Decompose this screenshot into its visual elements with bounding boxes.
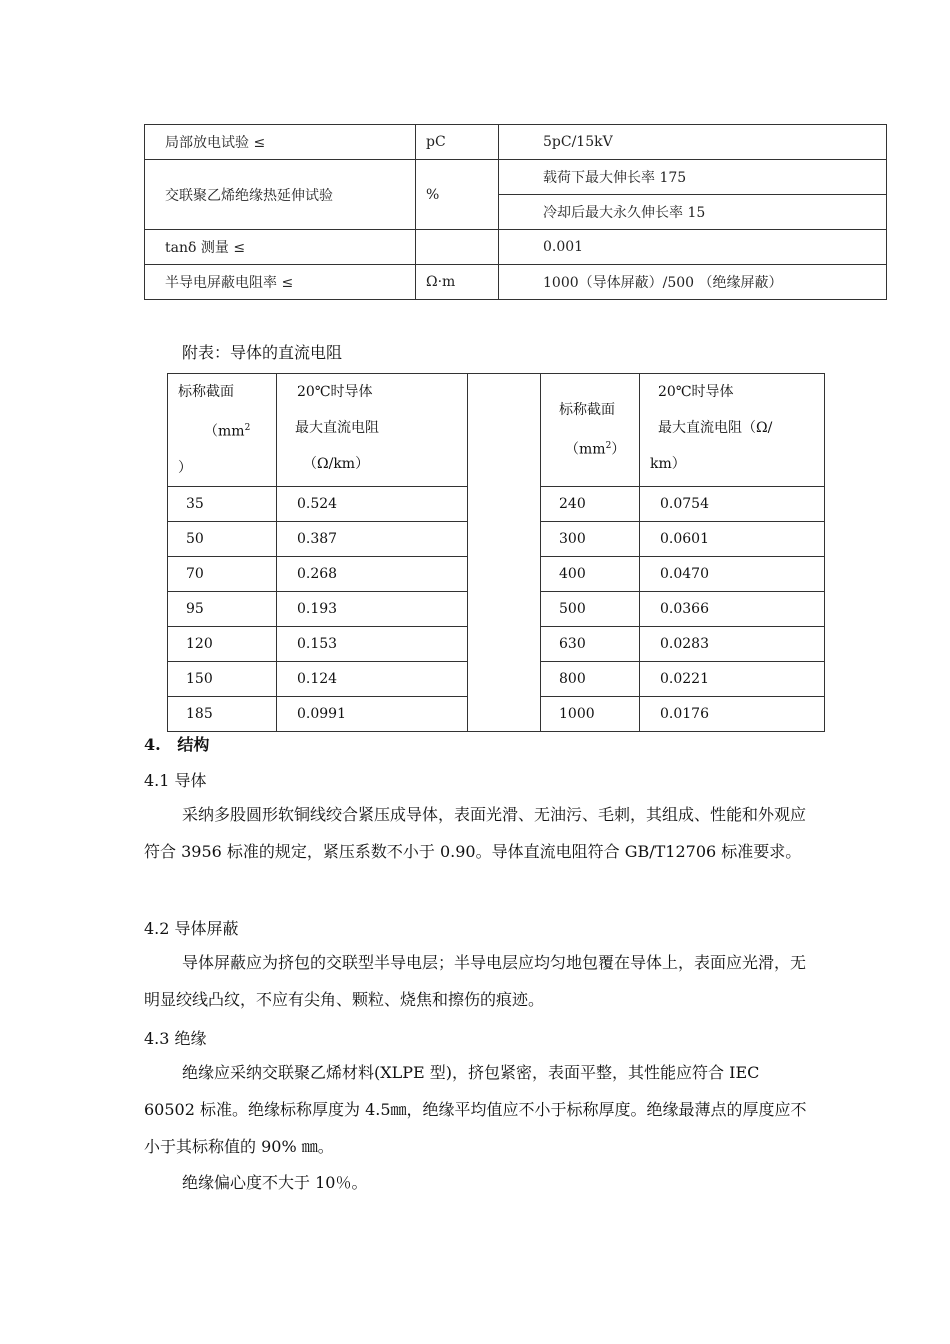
appendix-title: 附表：导体的直流电阻 [182,343,343,362]
subsection-heading: 4.2 导体屏蔽 [144,919,239,938]
superscript: 2 [605,441,612,451]
header-text: 最大直流电阻 [295,420,379,436]
table-cell: 0.0601 [640,521,825,556]
table-cell: 0.0221 [640,661,825,696]
header-unit [178,410,276,450]
table-cell: 0.193 [277,591,468,626]
table-cell: 70 [168,556,277,591]
table-cell: % [416,160,499,230]
resistance-table [167,373,825,732]
header-text: （mm [204,423,245,440]
table-cell: 300 [541,521,640,556]
table-cell: 0.0283 [640,626,825,661]
table-cell: 95 [168,591,277,626]
table-cell: 800 [541,661,640,696]
table-row [145,160,887,195]
table-cell: 500 [541,591,640,626]
table-cell: 50 [168,521,277,556]
table-cell: 630 [541,626,640,661]
table-row [145,230,887,265]
table-cell: 1000 [541,696,640,731]
table-cell: 局部放电试验 ≤ [145,125,416,160]
table-cell: Ω·m [416,265,499,300]
paragraph: 绝缘偏心度不大于 10％。 [182,1173,368,1192]
table-row [145,265,887,300]
paragraph: 采纳多股圆形软铜线绞合紧压成导体，表面光滑、无油污、毛刺，其组成、性能和外观应符合 3956 标准的规定，紧压系数不小于 0.90。导体直流电阻符合 GB/T12706 标准要求。 [144,805,807,861]
header-text: km） [650,456,686,472]
table-row [145,125,887,160]
table-cell: 0.0176 [640,696,825,731]
table-cell: 0.153 [277,626,468,661]
table-cell: 0.0470 [640,556,825,591]
subsection-heading: 4.1 导体 [144,771,207,790]
table-cell: 0.524 [277,486,468,521]
table-cell: 240 [541,486,640,521]
table-cell: tanδ 测量 ≤ [145,230,416,265]
header-cell [168,374,277,487]
header-text: 最大直流电阻（Ω/ [658,420,773,436]
table-cell: 0.268 [277,556,468,591]
header-text: ） [611,441,626,458]
table-gap-cell [468,374,541,732]
table-cell: 冷却后最大永久伸长率 15 [499,195,887,230]
paragraph: 绝缘应采纳交联聚乙烯材料(XLPE 型)，挤包紧密，表面平整，其性能应符合 IEC 60502 标准。绝缘标称厚度为 4.5㎜，绝缘平均值应不小于标称厚度。绝缘最薄点的厚度应不小于其标称值的 90% ㎜。 [144,1063,807,1156]
header-text: ） [178,459,192,476]
table-cell: 0.124 [277,661,468,696]
table-cell: 交联聚乙烯绝缘热延伸试验 [145,160,416,230]
table-cell: 185 [168,696,277,731]
spec-table [144,124,887,300]
superscript: 2 [244,423,251,433]
header-text: 20℃时导体 [658,384,734,400]
header-cell [541,374,640,487]
header-unit [559,428,639,468]
section-heading: 4. 结构 [144,735,210,754]
table-cell: 0.0991 [277,696,468,731]
table-cell: 400 [541,556,640,591]
header-text: （mm [565,441,606,458]
header-text: 标称截面 [178,384,234,400]
table-header-row [168,374,825,487]
table-cell: 0.0366 [640,591,825,626]
table-cell: 1000（导体屏蔽）/500 （绝缘屏蔽） [499,265,887,300]
table-cell: 0.0754 [640,486,825,521]
header-text: （Ω/km） [303,456,370,472]
table-cell: 0.387 [277,521,468,556]
table-cell: pC [416,125,499,160]
table-cell: 150 [168,661,277,696]
header-text: 标称截面 [559,402,615,418]
subsection-heading: 4.3 绝缘 [144,1029,207,1048]
table-cell: 半导电屏蔽电阻率 ≤ [145,265,416,300]
paragraph: 导体屏蔽应为挤包的交联型半导电层；半导电层应均匀地包覆在导体上，表面应光滑，无明显绞线凸纹，不应有尖角、颗粒、烧焦和擦伤的痕迹。 [144,953,807,1009]
header-cell [277,374,468,487]
table-cell [416,230,499,265]
table-cell: 35 [168,486,277,521]
header-text: 20℃时导体 [297,384,373,400]
table-cell: 120 [168,626,277,661]
table-cell: 载荷下最大伸长率 175 [499,160,887,195]
table-cell: 5pC/15kV [499,125,887,160]
table-cell: 0.001 [499,230,887,265]
header-cell [640,374,825,487]
